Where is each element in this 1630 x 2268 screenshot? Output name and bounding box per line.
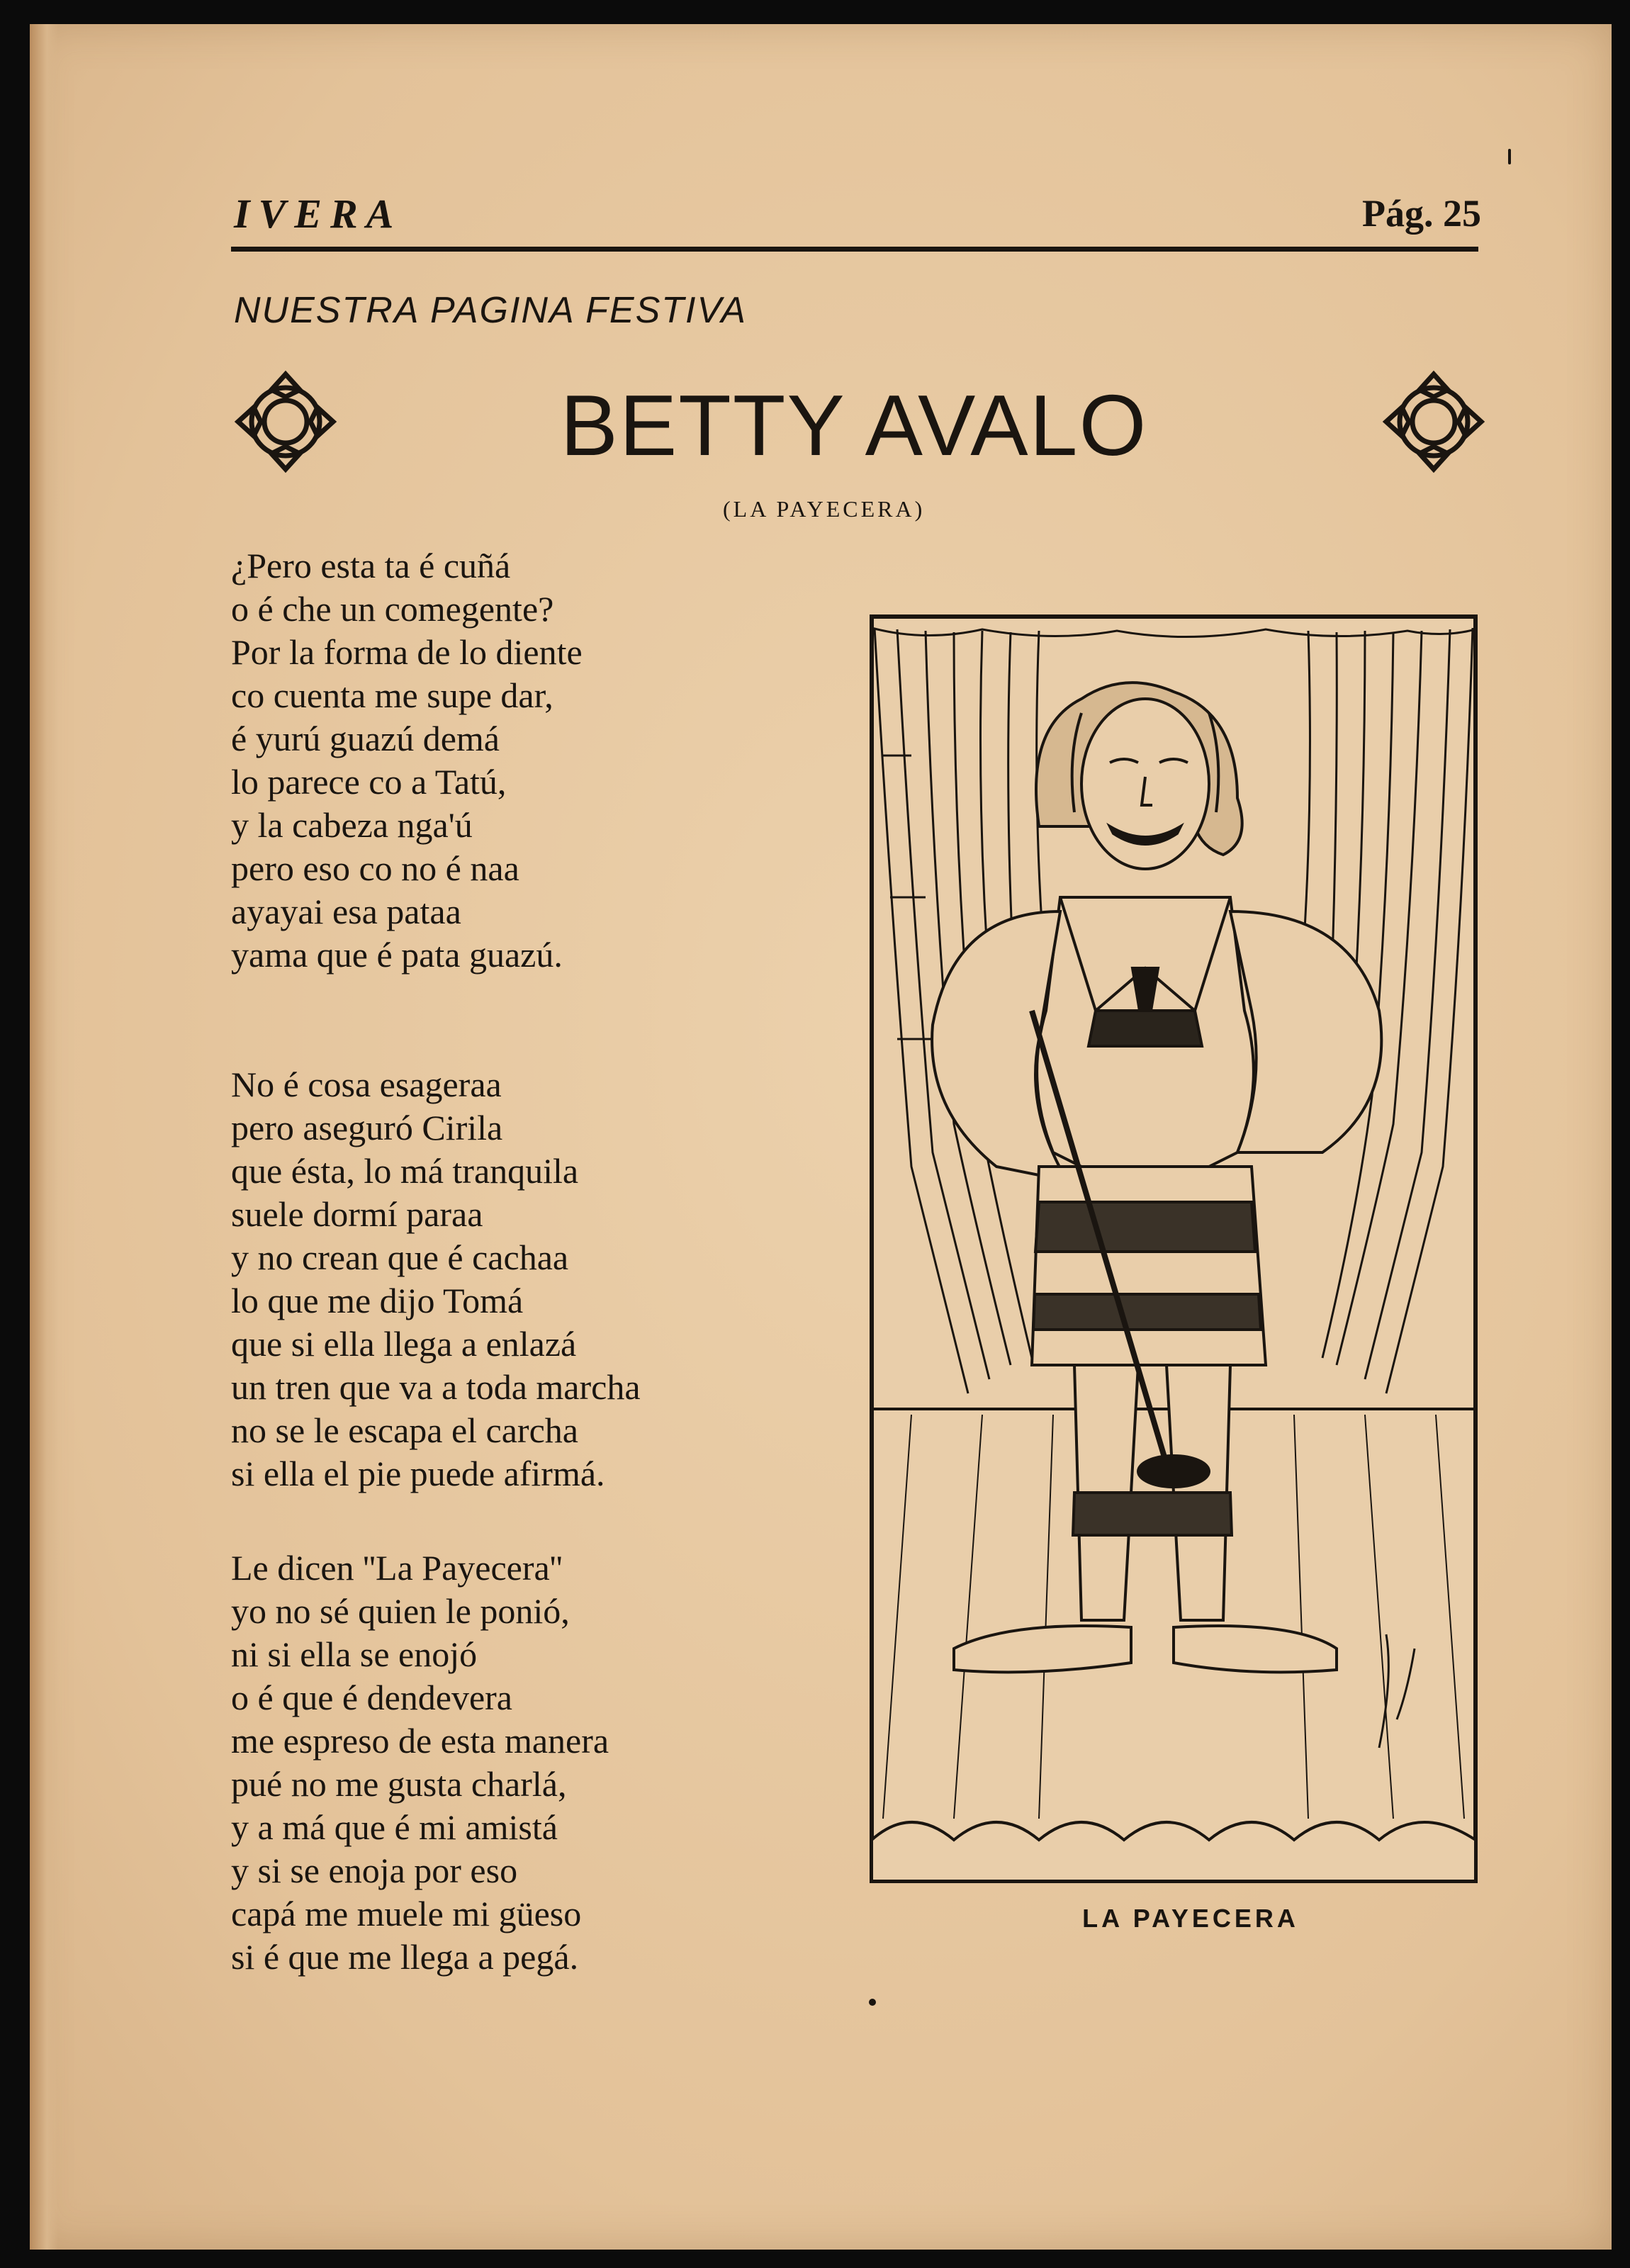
stanza-3 bbox=[231, 1546, 826, 1979]
verse-line: yama que é pata guazú. bbox=[231, 935, 563, 975]
section-label: NUESTRA PAGINA FESTIVA bbox=[234, 290, 747, 331]
verse-line: o é che un comegente? bbox=[231, 589, 554, 629]
celtic-knot-ornament-icon bbox=[232, 369, 339, 475]
verse-line: o é que é dendevera bbox=[231, 1678, 512, 1717]
verse-line: ayayai esa pataa bbox=[231, 892, 461, 931]
verse-line: si ella el pie puede afirmá. bbox=[231, 1454, 605, 1493]
verse-line: Le dicen ''La Payecera'' bbox=[231, 1548, 563, 1588]
verse-line: é yurú guazú demá bbox=[231, 719, 500, 758]
verse-line: y a má que é mi amistá bbox=[231, 1807, 558, 1847]
verse-line: capá me muele mi güeso bbox=[231, 1894, 582, 1933]
page-binding-edge bbox=[30, 24, 58, 2250]
verse-line: Por la forma de lo diente bbox=[231, 632, 583, 672]
verse-line: lo parece co a Tatú, bbox=[231, 762, 507, 802]
header-rule bbox=[231, 247, 1478, 252]
verse-line: y no crean que é cachaa bbox=[231, 1237, 569, 1277]
verse-line: pero aseguró Cirila bbox=[231, 1108, 503, 1147]
verse-line: me espreso de esta manera bbox=[231, 1721, 609, 1761]
verse-line: ¿Pero esta ta é cuñá bbox=[231, 546, 511, 585]
celtic-knot-ornament-icon bbox=[1381, 369, 1487, 475]
verse-line: lo que me dijo Tomá bbox=[231, 1281, 524, 1320]
page-number: Pág. 25 bbox=[1362, 192, 1481, 235]
verse-line: que si ella llega a enlazá bbox=[231, 1324, 577, 1364]
verse-line: y si se enoja por eso bbox=[231, 1851, 518, 1890]
verse-line: un tren que va a toda marcha bbox=[231, 1367, 641, 1407]
stanza-2 bbox=[231, 1063, 826, 1495]
journal-title: IVERA bbox=[234, 191, 403, 237]
verse-line: no se le escapa el carcha bbox=[231, 1410, 578, 1450]
verse-line: yo no sé quien le ponió, bbox=[231, 1591, 570, 1631]
verse-line: si é que me llega a pegá. bbox=[231, 1937, 579, 1977]
verse-line: suele dormí paraa bbox=[231, 1194, 483, 1234]
caricature-illustration bbox=[869, 614, 1478, 1884]
poem-title: BETTY AVALO bbox=[560, 377, 1148, 473]
page-header bbox=[234, 190, 1481, 240]
verse-line: pero eso co no é naa bbox=[231, 848, 519, 888]
ink-speck bbox=[1508, 149, 1511, 164]
verse-line: y la cabeza nga'ú bbox=[231, 805, 473, 845]
illustration-caption: LA PAYECERA bbox=[1082, 1904, 1299, 1933]
poem-subtitle: (LA PAYECERA) bbox=[723, 496, 926, 522]
verse-line: ni si ella se enojó bbox=[231, 1634, 478, 1674]
stanza-1 bbox=[231, 544, 826, 977]
verse-line: co cuenta me supe dar, bbox=[231, 675, 553, 715]
verse-line: No é cosa esageraa bbox=[231, 1065, 502, 1104]
ink-speck bbox=[869, 1999, 876, 2006]
verse-line: que ésta, lo má tranquila bbox=[231, 1151, 579, 1191]
verse-line: pué no me gusta charlá, bbox=[231, 1764, 567, 1804]
